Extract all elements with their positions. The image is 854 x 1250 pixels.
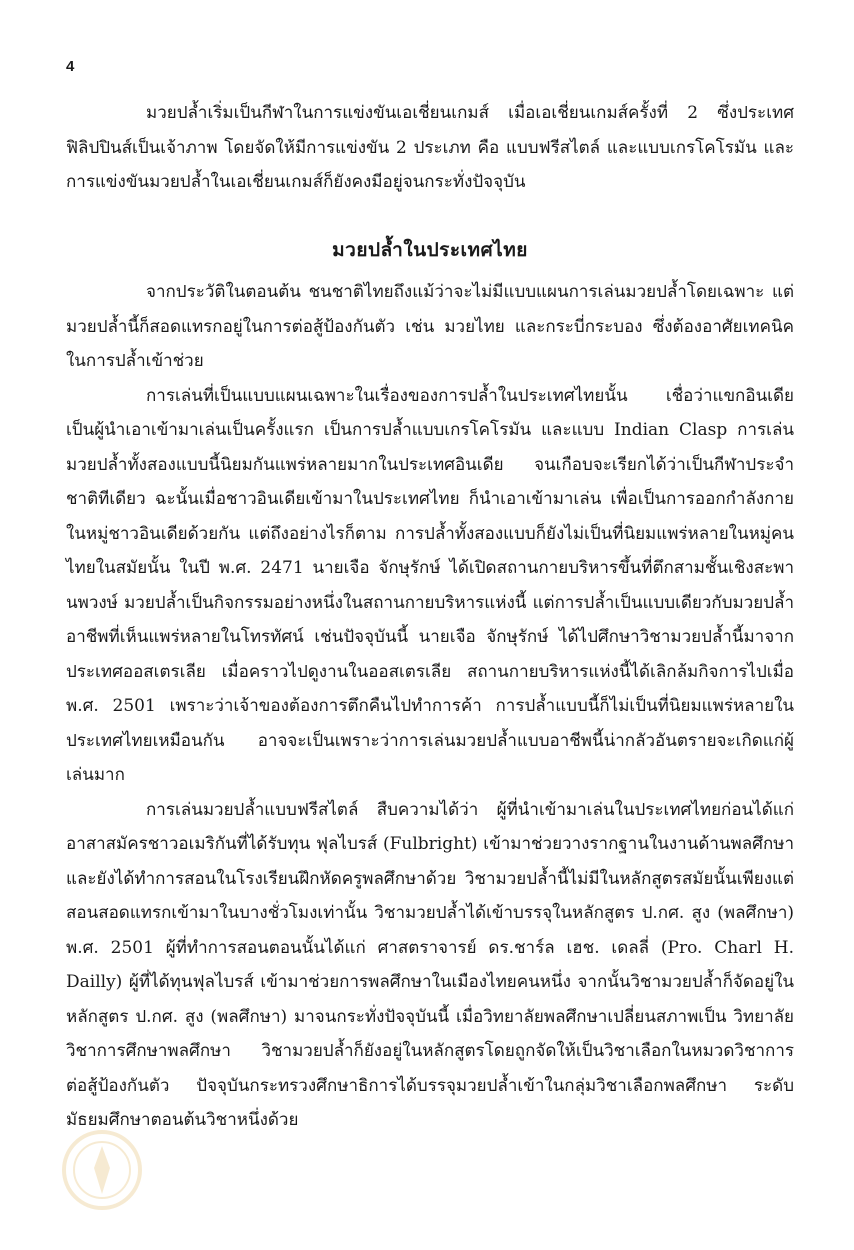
watermark-seal-icon xyxy=(60,1128,144,1212)
intro-paragraph: มวยปล้ำเริ่มเป็นกีฬาในการแข่งขันเอเชี่ยนเกมส์ เมื่อเอเชี่ยนเกมส์ครั้งที่ 2 ซึ่งประเทศฟิลิปปินส์เป็นเจ้าภาพ โดยจัดให้มีการแข่งขัน 2 ประเภท คือ แบบฟรีสไตล์ และแบบเกรโคโรมัน และการแข่งขันมวยปล้ำในเอเชี่ยนเกมส์ก็ยังคงมีอยู่จนกระทั่งปัจจุบัน xyxy=(66,103,794,192)
document-body xyxy=(66,96,794,1138)
body-paragraph-2: การเล่นที่เป็นแบบแผนเฉพาะในเรื่องของการปล้ำในประเทศไทยนั้น เชื่อว่าแขกอินเดีย เป็นผู้นำเอาเข้ามาเล่นเป็นครั้งแรก เป็นการปล้ำแบบเกรโคโรมัน และแบบ Indian Clasp การเล่นมวยปล้ำทั้งสองแบบนี้นิยมกันแพร่หลายมากในประเทศอินเดีย จนเกือบจะเรียกได้ว่าเป็นกีฬาประจำชาติทีเดียว ฉะนั้นเมื่อชาวอินเดียเข้ามาในประเทศไทย ก็นำเอาเข้ามาเล่น เพื่อเป็นการออกกำลังกายในหมู่ชาวอินเดียด้วยกัน แต่ถึงอย่างไรก็ตาม การปล้ำทั้งสองแบบก็ยังไม่เป็นที่นิยมแพร่หลายในหมู่คนไทยในสมัยนั้น ในปี พ.ศ. 2471 นายเจือ จักษุรักษ์ ได้เปิดสถานกายบริหารขึ้นที่ตึกสามชั้นเชิงสะพานพวงษ์ มวยปล้ำเป็นกิจกรรมอย่างหนึ่งในสถานกายบริหารแห่งนี้ แต่การปล้ำเป็นแบบเดียวกับมวยปล้ำอาชีพที่เห็นแพร่หลายในโทรทัศน์ เช่นปัจจุบันนี้ นายเจือ จักษุรักษ์ ได้ไปศึกษาวิชามวยปล้ำนี้มาจากประเทศออสเตรเลีย เมื่อคราวไปดูงานในออสเตรเลีย สถานกายบริหารแห่งนี้ได้เลิกล้มกิจการไปเมื่อ พ.ศ. 2501 เพราะว่าเจ้าของต้องการตึกคืนไปทำการค้า การปล้ำแบบนี้ก็ไม่เป็นที่นิยมแพร่หลายในประเทศไทยเหมือนกัน อาจจะเป็นเพราะว่าการเล่นมวยปล้ำแบบอาชีพนี้น่ากลัวอันตรายจะเกิดแก่ผู้เล่นมาก xyxy=(66,385,794,785)
body-paragraph-3: การเล่นมวยปล้ำแบบฟรีสไตล์ สืบความได้ว่า ผู้ที่นำเข้ามาเล่นในประเทศไทยก่อนได้แก่อาสาสมัครชาวอเมริกันที่ได้รับทุน ฟุลไบรส์ (Fulbright) เข้ามาช่วยวางรากฐานในงานด้านพลศึกษาและยังได้ทำการสอนในโรงเรียนฝึกหัดครูพลศึกษาด้วย วิชามวยปล้ำนี้ไม่มีในหลักสูตรสมัยนั้นเพียงแต่สอนสอดแทรกเข้ามาในบางชั่วโมงเท่านั้น วิชามวยปล้ำได้เข้าบรรจุในหลักสูตร ป.กศ. สูง (พลศึกษา) พ.ศ. 2501 ผู้ที่ทำการสอนตอนนั้นได้แก่ ศาสตราจารย์ ดร.ชาร์ล เฮช. เดลลี่ (Pro. Charl H. Dailly) ผู้ที่ได้ทุนฟุลไบรส์ เข้ามาช่วยการพลศึกษาในเมืองไทยคนหนึ่ง จากนั้นวิชามวยปล้ำก็จัดอยู่ในหลักสูตร ป.กศ. สูง (พลศึกษา) มาจนกระทั่งปัจจุบันนี้ เมื่อวิทยาลัยพลศึกษาเปลี่ยนสภาพเป็น วิทยาลัยวิชาการศึกษาพลศึกษา วิชามวยปล้ำก็ยังอยู่ในหลักสูตรโดยถูกจัดให้เป็นวิชาเลือกในหมวดวิชาการต่อสู้ป้องกันตัว ปัจจุบันกระทรวงศึกษาธิการได้บรรจุมวยปล้ำเข้าในกลุ่มวิชาเลือกพลศึกษา ระดับมัธยมศึกษาตอนต้นวิชาหนึ่งด้วย xyxy=(66,799,794,1130)
page-number: 4 xyxy=(66,58,75,75)
section-heading: มวยปล้ำในประเทศไทย xyxy=(332,238,528,261)
body-paragraph-1: จากประวัติในตอนต้น ชนชาติไทยถึงแม้ว่าจะไม่มีแบบแผนการเล่นมวยปล้ำโดยเฉพาะ แต่มวยปล้ำนี้ก็สอดแทรกอยู่ในการต่อสู้ป้องกันตัว เช่น มวยไทย และกระบี่กระบอง ซึ่งต้องอาศัยเทคนิคในการปล้ำเข้าช่วย xyxy=(66,282,794,371)
